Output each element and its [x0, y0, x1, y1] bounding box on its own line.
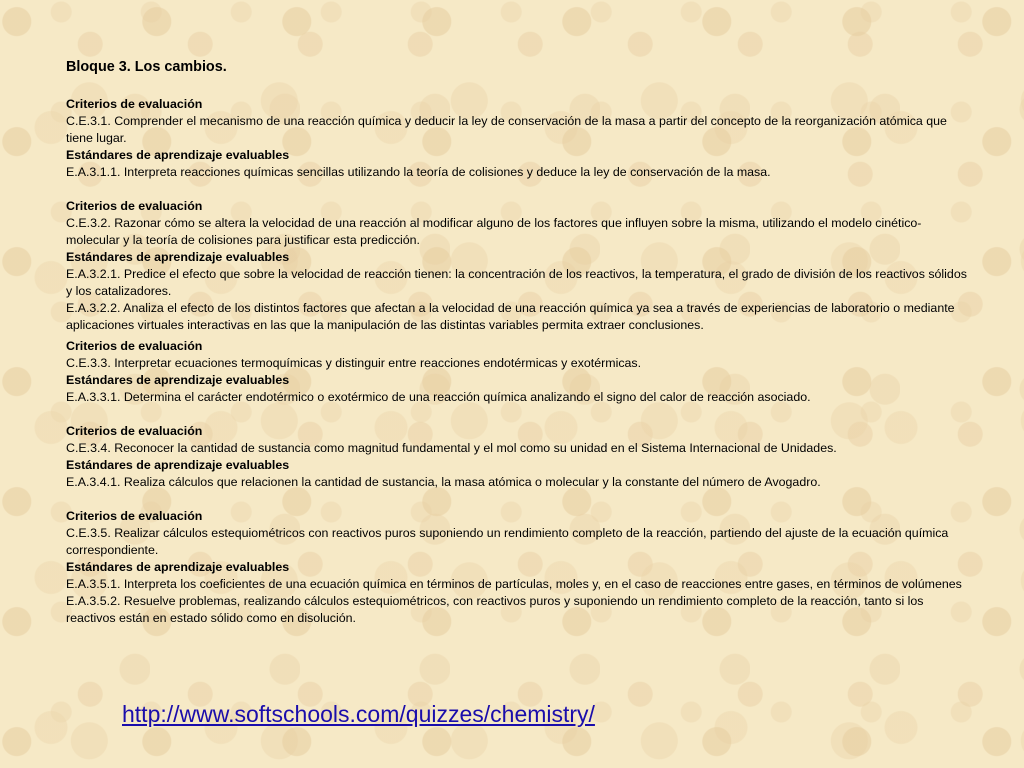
- section-ce-3-4: [66, 423, 971, 491]
- estandar-text: E.A.3.3.1. Determina el carácter endotérmico o exotérmico de una reacción química analizando el signo del calor de reacción asociado.: [66, 390, 811, 404]
- estandares-label: Estándares de aprendizaje evaluables: [66, 250, 290, 264]
- section-ce-3-5: [66, 508, 971, 627]
- criterio-text: C.E.3.1. Comprender el mecanismo de una reacción química y deducir la ley de conservación de la masa a partir del concepto de la reorganización atómica que tiene lugar.: [66, 114, 947, 145]
- estandar-text: E.A.3.5.1. Interpreta los coeficientes de una ecuación química en términos de partículas, moles y, en el caso de reacciones entre gases, en términos de volúmenes: [66, 577, 962, 591]
- criterios-label: Criterios de evaluación: [66, 339, 203, 353]
- estandar-text: E.A.3.2.2. Analiza el efecto de los distintos factores que afectan a la velocidad de una reacción química ya sea a través de experiencias de laboratorio o mediante aplicaciones virtuales interactivas en las que la manipulación de las distintas variables permita extraer conclusiones.: [66, 301, 955, 332]
- criterios-label: Criterios de evaluación: [66, 199, 203, 213]
- estandar-text: E.A.3.1.1. Interpreta reacciones químicas sencillas utilizando la teoría de colisiones y deduce la ley de conservación de la masa.: [66, 165, 771, 179]
- estandares-label: Estándares de aprendizaje evaluables: [66, 373, 290, 387]
- estandar-text: E.A.3.5.2. Resuelve problemas, realizando cálculos estequiométricos, con reactivos puros y suponiendo un rendimiento completo de la reacción, tanto si los reactivos están en estado sólido como en disolución.: [66, 594, 924, 625]
- criterio-text: C.E.3.5. Realizar cálculos estequiométricos con reactivos puros suponiendo un rendimiento completo de la reacción, partiendo del ajuste de la ecuación química correspondiente.: [66, 526, 949, 557]
- slide-content: [66, 58, 971, 644]
- estandar-text: E.A.3.2.1. Predice el efecto que sobre la velocidad de reacción tienen: la concentración de los reactivos, la temperatura, el grado de división de los reactivos sólidos y los catalizadores.: [66, 267, 967, 298]
- estandares-label: Estándares de aprendizaje evaluables: [66, 148, 290, 162]
- criterios-label: Criterios de evaluación: [66, 97, 203, 111]
- criterios-label: Criterios de evaluación: [66, 509, 203, 523]
- estandar-text: E.A.3.4.1. Realiza cálculos que relacionen la cantidad de sustancia, la masa atómica o molecular y la constante del número de Avogadro.: [66, 475, 821, 489]
- section-ce-3-2: [66, 198, 971, 334]
- softschools-link[interactable]: http://www.softschools.com/quizzes/chemistry/: [122, 701, 595, 727]
- criterio-text: C.E.3.3. Interpretar ecuaciones termoquímicas y distinguir entre reacciones endotérmicas y exotérmicas.: [66, 356, 642, 370]
- criterio-text: C.E.3.4. Reconocer la cantidad de sustancia como magnitud fundamental y el mol como su unidad en el Sistema Internacional de Unidades.: [66, 441, 837, 455]
- criterio-text: C.E.3.2. Razonar cómo se altera la velocidad de una reacción al modificar alguno de los factores que influyen sobre la misma, utilizando el modelo cinético-molecular y la teoría de colisiones para justificar esta predicción.: [66, 216, 922, 247]
- section-ce-3-3: [66, 338, 971, 406]
- page-title: Bloque 3. Los cambios.: [66, 59, 227, 75]
- estandares-label: Estándares de aprendizaje evaluables: [66, 458, 290, 472]
- section-ce-3-1: [66, 96, 971, 181]
- estandares-label: Estándares de aprendizaje evaluables: [66, 560, 290, 574]
- criterios-label: Criterios de evaluación: [66, 424, 203, 438]
